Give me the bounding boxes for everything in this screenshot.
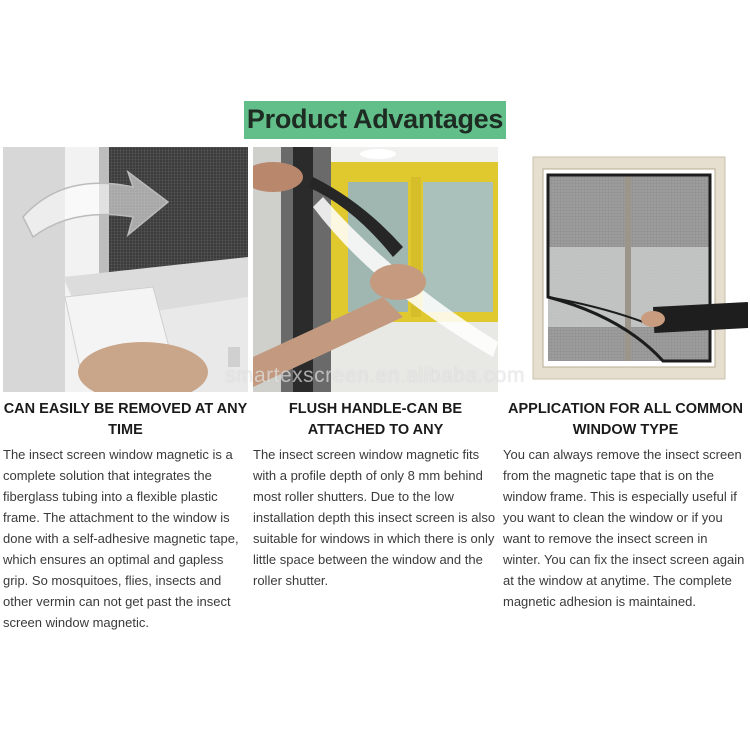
photo-window-types-illustration xyxy=(503,147,748,392)
body-removable: The insect screen window magnetic is a complete solution that integrates the fiberglass tubing into a flexible plastic frame. The attachment to the window is done with a self-adhesive magnetic tape, which ensures an optimal and gapless grip. So mosquitoes, flies, insects and other vermin can not get past the insect screen window magnetic. xyxy=(3,447,239,630)
body-window-types: You can always remove the insect screen from the magnetic tape that is on the window frame. This is especially useful if you want to clean the window or if you want to remove the insect screen in winter. You can fix the insect screen again at the window at anytime. The complete magnetic adhesion is maintained. xyxy=(503,447,745,609)
photo-removable-screen xyxy=(3,147,248,392)
photo-window-types xyxy=(503,147,748,392)
photo-removable-illustration xyxy=(3,147,248,392)
body-flush-handle: The insect screen window magnetic fits with a profile depth of only 8 mm behind most roller shutters. Due to the low installation depth this insect screen is also suitable for windows in which there is only little space between the window and the roller shutter. xyxy=(253,447,496,588)
advantage-column-removable xyxy=(3,147,248,633)
heading-flush-handle: FLUSH HANDLE-CAN BE ATTACHED TO ANY xyxy=(288,401,463,438)
watermark-text: smartexscreen.en.alibaba.com xyxy=(225,364,525,387)
heading-window-types: APPLICATION FOR ALL COMMON WINDOW TYPE xyxy=(508,401,743,438)
photo-flush-handle xyxy=(253,147,498,392)
title-bar xyxy=(0,101,750,139)
heading-removable: CAN EASILY BE REMOVED AT ANY TIME xyxy=(3,401,248,438)
photo-flush-handle-illustration xyxy=(253,147,498,392)
page-title: Product Advantages xyxy=(244,101,506,139)
